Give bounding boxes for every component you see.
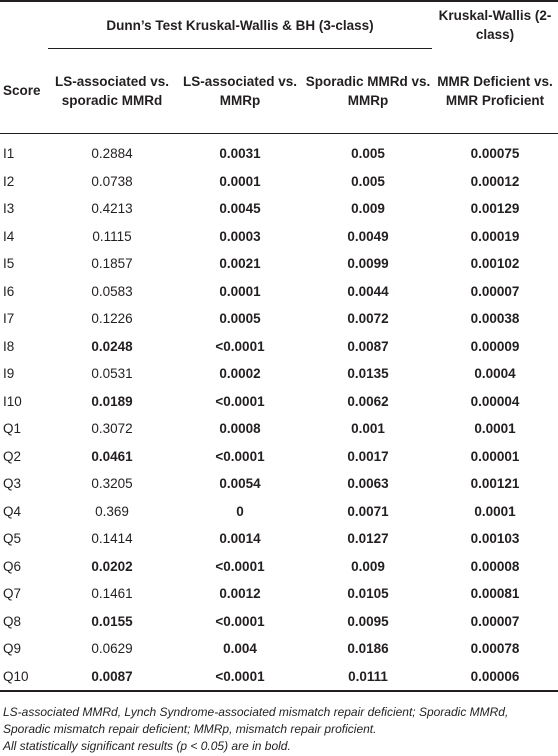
score-cell: I6 (3, 283, 15, 299)
score-cell: I5 (3, 256, 15, 272)
ls-vs-mmrp-cell: 0.0008 (219, 421, 261, 437)
table-row (0, 134, 558, 168)
ls-vs-sporadic-cell: 0.0189 (91, 393, 133, 409)
table-row (0, 388, 558, 416)
score-cell: Q7 (3, 586, 22, 602)
ls-vs-mmrp-cell: <0.0001 (215, 393, 265, 409)
deficient-vs-proficient-cell: 0.00075 (470, 146, 520, 162)
ls-vs-mmrp-column-header: LS-associated vs. MMRp (176, 49, 304, 134)
ls-vs-sporadic-cell: 0.0629 (91, 641, 133, 657)
score-cell: I4 (3, 228, 15, 244)
ls-vs-sporadic-cell: 0.0202 (91, 558, 133, 574)
score-cell: Q1 (3, 421, 22, 437)
deficient-vs-proficient-cell: 0.00012 (470, 173, 520, 189)
table-row (0, 635, 558, 663)
abbreviations-footnote: LS-associated MMRd, Lynch Syndrome-associated mismatch repair deficient; Sporadic MMRd, Sporadic mismatch repair deficient; MMRp, mismatch repair proficient. (3, 705, 509, 736)
ls-vs-mmrp-cell: 0.0045 (219, 201, 261, 217)
score-cell: Q4 (3, 503, 22, 519)
deficient-vs-proficient-cell: 0.00007 (470, 613, 520, 629)
deficient-vs-proficient-cell: 0.00078 (470, 641, 520, 657)
deficient-vs-proficient-cell: 0.00008 (470, 558, 520, 574)
score-cell: Q6 (3, 558, 22, 574)
table-header (0, 1, 558, 134)
table-row (0, 608, 558, 636)
ls-vs-sporadic-cell: 0.1461 (91, 586, 133, 602)
sporadic-vs-mmrp-cell: 0.0062 (347, 393, 389, 409)
ls-vs-sporadic-cell: 0.0583 (91, 283, 133, 299)
ls-vs-mmrp-cell: <0.0001 (215, 558, 265, 574)
score-cell: Q10 (0, 663, 48, 692)
sporadic-vs-mmrp-column-header: Sporadic MMRd vs. MMRp (304, 49, 432, 134)
score-cell: I2 (3, 173, 15, 189)
ls-vs-mmrp-cell: 0.0001 (219, 173, 261, 189)
table-row (0, 333, 558, 361)
deficient-vs-proficient-cell: 0.0004 (474, 366, 516, 382)
ls-vs-mmrp-cell: 0.0014 (219, 531, 261, 547)
sporadic-vs-mmrp-cell: 0.0186 (347, 641, 389, 657)
sporadic-vs-mmrp-cell: 0.0072 (347, 311, 389, 327)
score-cell: I8 (3, 338, 15, 354)
table-row (0, 663, 558, 692)
deficient-vs-proficient-cell: 0.00102 (470, 256, 520, 272)
score-column-header: Score (0, 49, 48, 134)
deficient-vs-proficient-cell: 0.00081 (470, 586, 520, 602)
ls-vs-mmrp-cell: 0.0021 (219, 256, 261, 272)
score-cell: I9 (3, 366, 15, 382)
sporadic-vs-mmrp-cell: 0.005 (351, 146, 385, 162)
sporadic-vs-mmrp-cell: 0.0063 (347, 476, 389, 492)
table-row (0, 525, 558, 553)
deficient-vs-proficient-cell: 0.00103 (470, 531, 520, 547)
ls-vs-sporadic-cell: 0.2884 (91, 146, 133, 162)
ls-vs-sporadic-column-header: LS-associated vs. sporadic MMRd (48, 49, 176, 134)
ls-vs-mmrp-cell: <0.0001 (215, 613, 265, 629)
ls-vs-mmrp-cell: 0.0005 (219, 311, 261, 327)
ls-vs-sporadic-cell: 0.369 (95, 503, 129, 519)
ls-vs-mmrp-cell: 0.0003 (219, 228, 261, 244)
table-row (0, 470, 558, 498)
deficient-vs-proficient-cell: 0.00007 (470, 283, 520, 299)
score-cell: I7 (3, 311, 15, 327)
ls-vs-mmrp-cell: <0.0001 (215, 338, 265, 354)
dunn-test-group-header: Dunn’s Test Kruskal-Wallis & BH (3-class) (48, 1, 432, 49)
sporadic-vs-mmrp-cell: 0.0044 (347, 283, 389, 299)
sporadic-vs-mmrp-cell: 0.0127 (347, 531, 389, 547)
deficient-vs-proficient-cell: 0.00019 (470, 228, 520, 244)
ls-vs-sporadic-cell: 0.3072 (91, 421, 133, 437)
table-row (0, 415, 558, 443)
table-footnotes (0, 692, 558, 755)
sporadic-vs-mmrp-cell: 0.0111 (304, 663, 432, 692)
table-row (0, 305, 558, 333)
header-column-row (0, 49, 558, 134)
ls-vs-sporadic-cell: 0.0461 (91, 448, 133, 464)
table-row (0, 195, 558, 223)
ls-vs-mmrp-cell: 0.0001 (219, 283, 261, 299)
sporadic-vs-mmrp-cell: 0.0087 (347, 338, 389, 354)
ls-vs-mmrp-cell: <0.0001 (215, 448, 265, 464)
sporadic-vs-mmrp-cell: 0.005 (351, 173, 385, 189)
sporadic-vs-mmrp-cell: 0.0095 (347, 613, 389, 629)
table-row (0, 168, 558, 196)
sporadic-vs-mmrp-cell: 0.0017 (347, 448, 389, 464)
ls-vs-sporadic-cell: 0.0738 (91, 173, 133, 189)
deficient-vs-proficient-cell: 0.00001 (470, 448, 520, 464)
ls-vs-sporadic-cell: 0.4213 (91, 201, 133, 217)
table-row (0, 250, 558, 278)
ls-vs-sporadic-cell: 0.0531 (91, 366, 133, 382)
sporadic-vs-mmrp-cell: 0.0071 (347, 503, 389, 519)
score-cell: I10 (3, 393, 22, 409)
ls-vs-sporadic-cell: 0.1115 (92, 228, 132, 244)
sporadic-vs-mmrp-cell: 0.009 (351, 201, 385, 217)
ls-vs-mmrp-cell: 0.004 (223, 641, 257, 657)
deficient-vs-proficient-cell: 0.00006 (432, 663, 558, 692)
deficient-vs-proficient-column-header: MMR Deficient vs. MMR Proficient (432, 49, 558, 134)
significance-footnote: All statistically significant results (p < 0.05) are in bold. (3, 739, 291, 753)
ls-vs-sporadic-cell: 0.1414 (91, 531, 133, 547)
header-group-row (0, 1, 558, 49)
sporadic-vs-mmrp-cell: 0.009 (351, 558, 385, 574)
table-row (0, 443, 558, 471)
score-cell: Q9 (3, 641, 22, 657)
ls-vs-mmrp-cell: 0.0002 (219, 366, 261, 382)
deficient-vs-proficient-cell: 0.00038 (470, 311, 520, 327)
score-cell: Q3 (3, 476, 22, 492)
ls-vs-mmrp-cell: 0 (236, 503, 244, 519)
ls-vs-sporadic-cell: 0.0248 (91, 338, 133, 354)
score-cell: Q8 (3, 613, 22, 629)
header-spacer (0, 1, 48, 49)
sporadic-vs-mmrp-cell: 0.0049 (347, 228, 389, 244)
score-cell: Q2 (3, 448, 22, 464)
score-cell: I1 (3, 146, 15, 162)
table-body (0, 134, 558, 692)
table-row (0, 580, 558, 608)
deficient-vs-proficient-cell: 0.0001 (474, 503, 516, 519)
sporadic-vs-mmrp-cell: 0.0135 (347, 366, 389, 382)
ls-vs-sporadic-cell: 0.0155 (91, 613, 133, 629)
deficient-vs-proficient-cell: 0.00129 (470, 201, 520, 217)
ls-vs-sporadic-cell: 0.0087 (48, 663, 176, 692)
deficient-vs-proficient-cell: 0.00009 (470, 338, 520, 354)
ls-vs-sporadic-cell: 0.1857 (91, 256, 133, 272)
score-cell: I3 (3, 201, 15, 217)
kruskal-wallis-group-header: Kruskal-Wallis (2-class) (432, 1, 558, 49)
ls-vs-sporadic-cell: 0.1226 (91, 311, 133, 327)
sporadic-vs-mmrp-cell: 0.001 (351, 421, 385, 437)
ls-vs-mmrp-cell: 0.0012 (219, 586, 261, 602)
deficient-vs-proficient-cell: 0.00121 (470, 476, 520, 492)
table-row (0, 498, 558, 526)
deficient-vs-proficient-cell: 0.00004 (470, 393, 520, 409)
table-row (0, 553, 558, 581)
sporadic-vs-mmrp-cell: 0.0099 (347, 256, 389, 272)
deficient-vs-proficient-cell: 0.0001 (474, 421, 516, 437)
sporadic-vs-mmrp-cell: 0.0105 (347, 586, 389, 602)
table-row (0, 223, 558, 251)
table-row (0, 278, 558, 306)
ls-vs-mmrp-cell: 0.0054 (219, 476, 261, 492)
table-row (0, 360, 558, 388)
ls-vs-mmrp-cell: 0.0031 (219, 146, 261, 162)
ls-vs-mmrp-cell: <0.0001 (176, 663, 304, 692)
ls-vs-sporadic-cell: 0.3205 (91, 476, 133, 492)
score-cell: Q5 (3, 531, 22, 547)
